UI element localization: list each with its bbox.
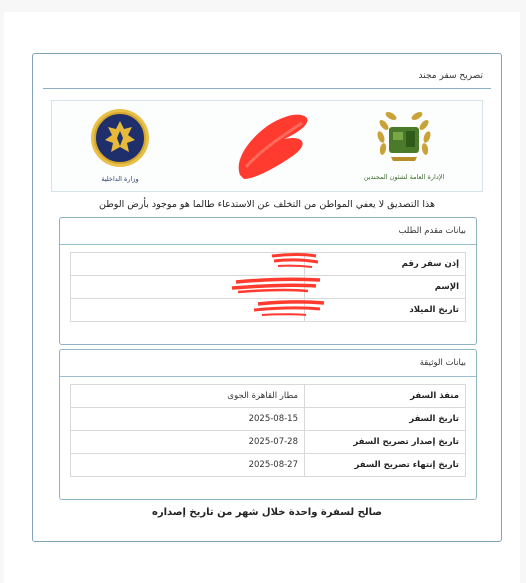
issue-date-value: 2025-07-28 xyxy=(71,431,305,454)
name-label: الإسم xyxy=(305,276,466,299)
table-row xyxy=(71,408,466,431)
document-section-divider xyxy=(60,376,476,377)
document-table xyxy=(70,384,466,477)
validity-note: صالح لسفرة واحدة خلال شهر من تاريخ إصداره xyxy=(151,507,383,518)
card-title: تصريح سفر مجند xyxy=(418,71,483,81)
permit-card xyxy=(32,53,502,542)
title-divider xyxy=(43,88,491,89)
notice-text: هذا التصديق لا يعفي المواطن من التخلف عن الاستدعاء طالما هو موجود بأرض الوطن xyxy=(99,199,435,210)
conscripts-emblem-icon xyxy=(371,107,437,167)
ministry-emblem-icon xyxy=(88,107,152,169)
permit-number-label: إذن سفر رقم xyxy=(305,253,466,276)
departure-port-label: منفذ السفر xyxy=(305,385,466,408)
issue-date-label: تاريخ إصدار تصريح السفر xyxy=(305,431,466,454)
applicant-section-title: بيانات مقدم الطلب xyxy=(398,226,466,236)
redaction-mark xyxy=(232,109,312,187)
document-section xyxy=(59,349,477,500)
table-row xyxy=(71,385,466,408)
conscripts-admin-caption: الإدارة العامة لشئون المجندين xyxy=(363,173,445,181)
table-row xyxy=(71,454,466,477)
applicant-section xyxy=(59,217,477,345)
birth-date-label: تاريخ الميلاد xyxy=(305,299,466,322)
conscripts-admin-logo xyxy=(356,107,452,181)
table-row xyxy=(71,431,466,454)
travel-date-value: 2025-08-15 xyxy=(71,408,305,431)
expiry-date-value: 2025-08-27 xyxy=(71,454,305,477)
logo-band xyxy=(51,100,483,192)
expiry-date-label: تاريخ إنتهاء تصريح السفر xyxy=(305,454,466,477)
redaction-scribble xyxy=(228,252,328,322)
applicant-section-divider xyxy=(60,244,476,245)
travel-date-label: تاريخ السفر xyxy=(305,408,466,431)
ministry-caption: وزارة الداخلية xyxy=(101,175,139,183)
ministry-logo xyxy=(86,107,154,183)
departure-port-value: مطار القاهرة الجوى xyxy=(71,385,305,408)
document-section-title: بيانات الوثيقة xyxy=(419,358,466,368)
paper-page xyxy=(4,12,520,583)
